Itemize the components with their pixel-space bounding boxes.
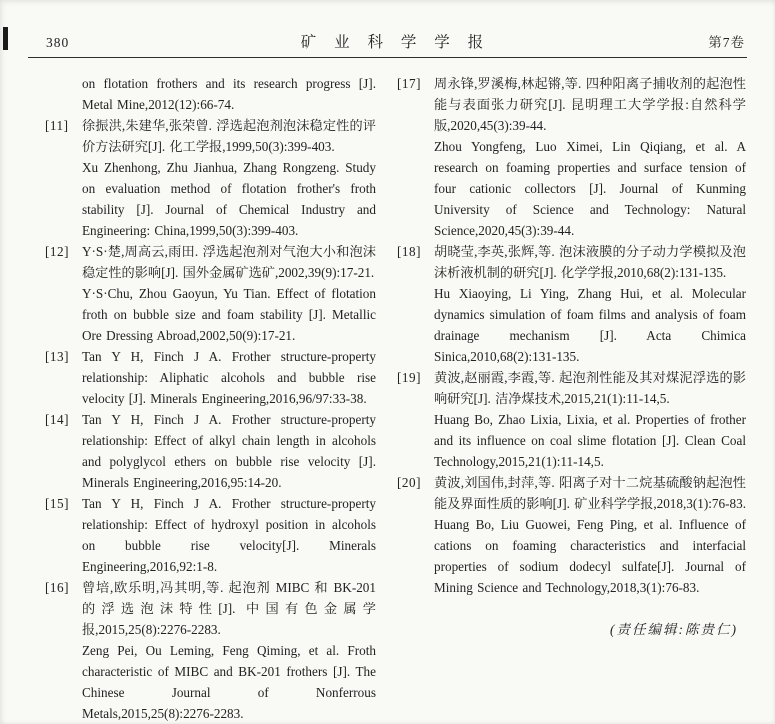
scan-artifact [3,27,8,50]
reference-entry [45,115,376,241]
reference-text: Zhou Yongfeng, Luo Ximei, Lin Qiqiang, et al. A research on foaming properties and surface tension of four cationic collectors [J]. Journal of Kunming University of Science and Technology: Natural Science,2020,45(3):39-44. [434,139,746,238]
reference-entry [397,241,746,367]
references-left-column [45,73,376,724]
journal-title: 矿 业 科 学 学 报 [300,34,491,51]
reference-number: [15] [45,496,69,511]
reference-text: Hu Xiaoying, Li Ying, Zhang Hui, et al. Molecular dynamics simulation of foam films and analysis of foam drainage mechanism [J]. Acta Chimica Sinica,2010,68(2):131-135. [434,286,746,364]
reference-text: Tan Y H, Finch J A. Frother structure-property relationship: Effect of hydroxyl position in alcohols on bubble rise velocity[J]. Minerals Engineering,2016,92:1-8. [82,496,376,574]
reference-number: [17] [397,76,421,91]
reference-text: Huang Bo, Liu Guowei, Feng Ping, et al. Influence of cations on foaming characteristics and interfacial properties of sodium dodecyl sulfate[J]. Journal of Mining Science and Technology,2018,3(1):76-83. [434,517,746,595]
reference-text: Y·S·Chu, Zhou Gaoyun, Yu Tian. Effect of flotation froth on bubble size and foam stability [J]. Metallic Ore Dressing Abroad,2002,50(9):17-21. [82,286,376,343]
reference-number: [14] [45,412,69,427]
reference-entry [45,493,376,577]
reference-text: 胡晓莹,李英,张辉,等. 泡沫液膜的分子动力学模拟及泡沫析液机制的研究[J]. 化学学报,2010,68(2):131-135. [434,244,746,280]
reference-number: [19] [397,370,421,385]
references-right-entries [397,73,746,598]
reference-text: on flotation frothers and its research progress [J]. Metal Mine,2012(12):66-74. [82,76,376,112]
reference-text: Tan Y H, Finch J A. Frother structure-property relationship: Effect of alkyl chain length in alcohols and polyglycol ethers on bubble rise velocity [J]. Minerals Engineering,2016,95:14-20. [82,412,376,490]
reference-text: Huang Bo, Zhao Lixia, Lixia, et al. Properties of frother and its influence on coal slime flotation [J]. Clean Coal Technology,2015,21(1):11-14,5. [434,412,746,469]
reference-number: [11] [45,118,69,133]
reference-entry [45,346,376,409]
reference-entry [45,73,376,115]
reference-number: [16] [45,580,69,595]
reference-text: Xu Zhenhong, Zhu Jianhua, Zhang Rongzeng. Study on evaluation method of flotation frother's froth stability [J]. Journal of Chemical Industry and Engineering: China,1999,50(3):399-403. [82,160,376,238]
reference-text: 徐振洪,朱建华,张荣曾. 浮选起泡剂泡沫稳定性的评价方法研究[J]. 化工学报,1999,50(3):399-403. [82,118,376,154]
reference-number: [13] [45,349,69,364]
reference-text: 曾培,欧乐明,冯其明,等. 起泡剂 MIBC 和 BK-201 的浮选泡沫特性[J]. 中国有色金属学报,2015,25(8):2276-2283. [82,580,376,637]
reference-entry [45,409,376,493]
reference-text: 周永锋,罗溪梅,林起锵,等. 四种阳离子捕收剂的起泡性能与表面张力研究[J]. 昆明理工大学学报:自然科学版,2020,45(3):39-44. [434,76,746,133]
editor-note: (责任编辑:陈贵仁) [610,622,738,637]
reference-text: Zeng Pei, Ou Leming, Feng Qiming, et al. Froth characteristic of MIBC and BK-201 frothers [J]. The Chinese Journal of Nonferrous Metals,2015,25(8):2276-2283. [82,643,376,721]
page-number: 380 [46,35,70,50]
page-header [0,0,775,52]
reference-number: [12] [45,244,69,259]
reference-text: Tan Y H, Finch J A. Frother structure-property relationship: Aliphatic alcohols and bubble rise velocity [J]. Minerals Engineering,2016,96/97:33-38. [82,349,376,406]
references-section [0,58,775,724]
reference-entry [45,577,376,724]
references-right-column [397,73,746,724]
reference-entry [397,472,746,598]
reference-entry [397,73,746,241]
volume-label: 第7卷 [708,35,745,50]
reference-text: Y·S·楚,周高云,雨田. 浮选起泡剂对气泡大小和泡沫稳定性的影响[J]. 国外金属矿选矿,2002,39(9):17-21. [82,244,376,280]
reference-number: [20] [397,475,421,490]
reference-entry [45,241,376,346]
reference-text: 黄波,赵丽霞,李霞,等. 起泡剂性能及其对煤泥浮选的影响研究[J]. 洁净煤技术,2015,21(1):11-14,5. [434,370,746,406]
reference-entry [397,367,746,472]
reference-text: 黄波,刘国伟,封萍,等. 阳离子对十二烷基硫酸钠起泡性能及界面性质的影响[J]. 矿业科学学报,2018,3(1):76-83. [434,475,746,511]
reference-number: [18] [397,244,421,259]
